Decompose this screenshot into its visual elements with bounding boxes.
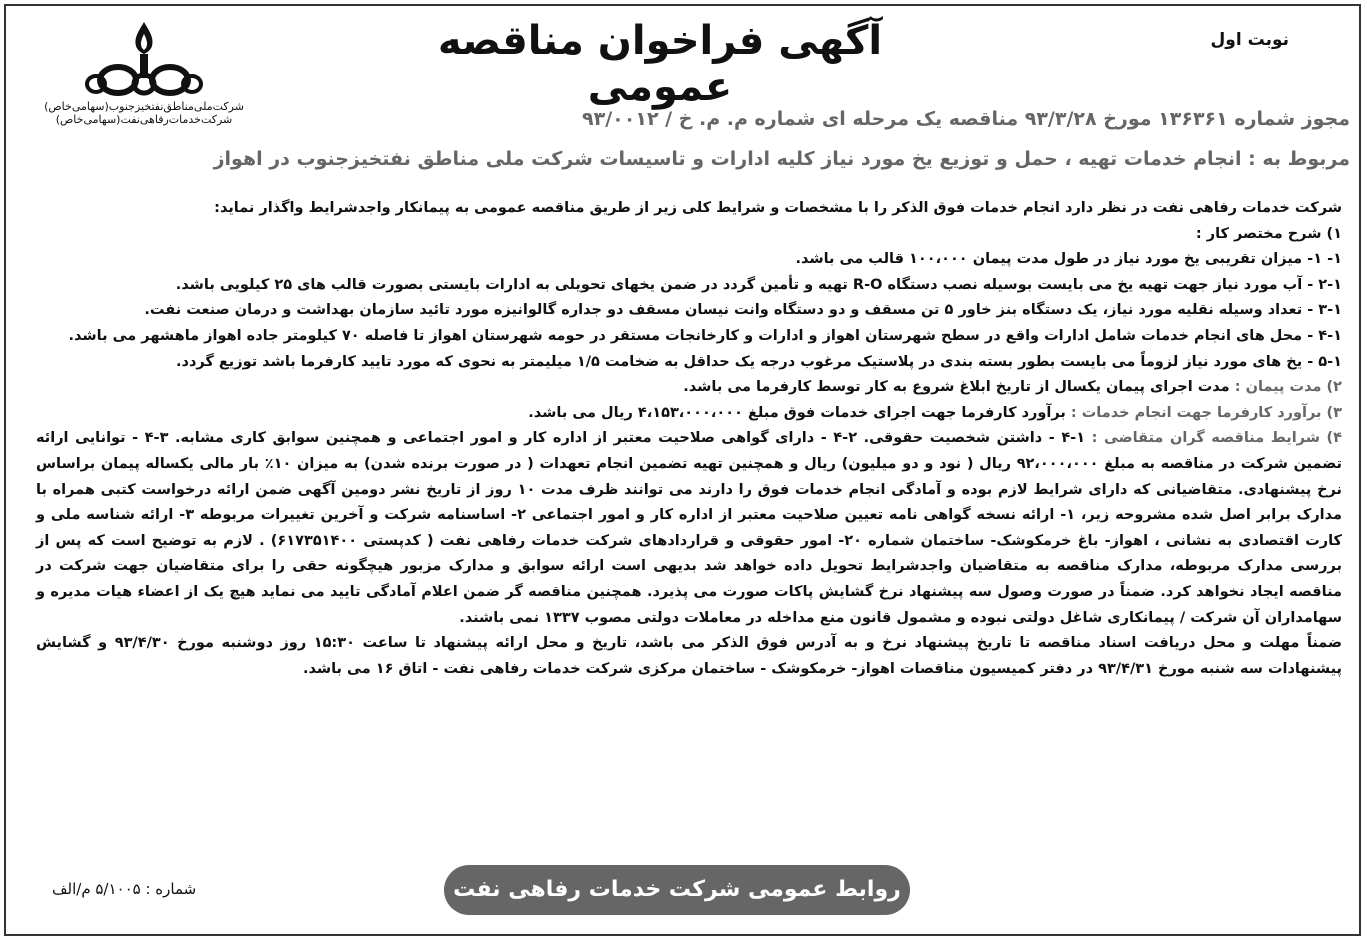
subject-line: مربوط به : انجام خدمات تهیه ، حمل و توزیع یخ مورد نیاز کلیه ادارات و تاسیسات شرکت ملی مناطق نفتخیزجنوب در اهواز: [213, 148, 1350, 170]
closing-paragraph: ضمناً مهلت و محل دریافت اسناد مناقصه تا تاریخ پیشنهاد نرخ و به آدرس فوق الذکر می باشد، تاریخ و محل ارائه پیشنهاد تا ساعت ۱۵:۳۰ روز دوشنبه مورخ ۹۳/۴/۳۰ و گشایش پیشنهادات سه شنبه مورخ ۹۳/۴/۳۱ در دفتر کمیسیون مناقصات اهواز- خرمکوشک - ساختمان مرکزی شرکت خدمات رفاهی نفت - اتاق ۱۶ می باشد.: [36, 635, 1343, 677]
flame-logo-icon: [84, 18, 204, 100]
section-2: [36, 375, 1342, 401]
company-logo: [24, 18, 264, 144]
intro-paragraph: شرکت خدمات رفاهی نفت در نظر دارد انجام خدمات فوق الذکر را با مشخصات و شرایط کلی زیر از طریق مناقصه عمومی به پیمانکار واجدشرایط واگذار نماید:: [214, 200, 1342, 216]
section-1-item-4: ۴-۱ - محل های انجام خدمات شامل ادارات واقع در سطح شهرستان اهواز و ادارات و کارخانجات مستقر در حومه شهرستان اهواز تا فاصله ۷۰ کیلومتر جاده اهواز ماهشهر می باشد.: [68, 327, 1342, 344]
permit-line: مجوز شماره ۱۳۶۳۶۱ مورخ ۹۳/۳/۲۸ مناقصه یک مرحله ای شماره م. م. خ / ۹۳/۰۰۱۲: [582, 108, 1350, 130]
section-1-item-2: ۲-۱ - آب مورد نیاز جهت تهیه یخ می بایست بوسیله نصب دستگاه R-O تهیه و تأمین گردد در ضمن یخهای تحویلی به ادارات بایستی بصورت قالب های ۲۵ کیلویی باشد.: [175, 276, 1342, 293]
section-3-label: ۳) برآورد کارفرما جهت انجام خدمات :: [1070, 404, 1342, 421]
round-label: نوبت اول: [1210, 30, 1289, 50]
section-1-item-1: ۱- ۱- میزان تقریبی یخ مورد نیاز در طول مدت پیمان ۱۰۰،۰۰۰ قالب می باشد.: [795, 251, 1342, 268]
public-relations-banner: روابط عمومی شرکت خدمات رفاهی نفت: [444, 865, 910, 915]
logo-caption-line1: شرکت‌ملی‌مناطق‌نفتخیزجنوب(سهامی‌خاص): [44, 100, 244, 113]
notice-title: آگهی فراخوان مناقصه عمومی: [437, 18, 883, 110]
logo-caption-line2: شرکت‌خدمات‌رفاهی‌نفت(سهامی‌خاص): [55, 113, 233, 126]
section-4-label: ۴) شرایط مناقصه گران متقاضی :: [1091, 430, 1342, 447]
section-1-heading: ۱) شرح مختصر کار :: [1195, 225, 1342, 242]
section-4-text: ۱-۴ - داشتن شخصیت حقوقی. ۲-۴ - دارای گواهی صلاحیت معتبر از اداره کار و امور اجتماعی و همچنین سوابق کاری مشابه. ۳-۴ - توانایی ارائه تضمین شرکت در مناقصه به مبلغ ۹۲،۰۰۰،۰۰۰ ریال ( نود و دو میلیون) ریال و همچنین تهیه تضمین انجام تعهدات ( در صورت برنده شدن) به میزان ۱۰٪ بار مالی یکساله پیمان براساس نرخ پیشنهادی. متقاضیانی که دارای شرایط لازم بوده و آمادگی انجام خدمات فوق را دارند می توانند ظرف مدت ۱۰ روز از تاریخ نشر دومین آگهی ضمن ارائه درخواست کتبی همراه با مدارک برابر اصل شده مشروحه زیر، ۱- ارائه نسخه گواهی نامه تعیین صلاحیت معتبر از اداره کار و امور اجتماعی ۲- اساسنامه شرکت و آخرین تغییرات مربوطه ۳- ارائه شناسه ملی و کارت اقتصادی به نشانی ، اهواز- باغ خرمکوشک- ساختمان شماره ۲۰- امور حقوقی و قراردادهای شرکت خدمات رفاهی نفت ( کدپستی ۶۱۷۳۵۱۴۰۰) . لازم به توضیح است که پس از بررسی مدارک مربوطه، مدارک مناقصه به متقاضیان واجدشرایط تحویل داده خواهد شد بدیهی است ارائه سوابق و مدارک مزبور هیچگونه حقی را برای متقاضیان جهت شرکت در مناقصه ایجاد نخواهد کرد. ضمناً در صورت وصول سه پیشنهاد نرخ گشایش پاکات صورت می پذیرد. همچنین مناقصه گر ضمن اعلام آمادگی تایید می نماید هیچ یک از اعضاء هیات مدیره و سهامداران آن شرکت / پیمانکاری شاغل دولتی نبوده و مشمول قانون منع مداخله در معاملات دولتی مصوب ۱۳۳۷ نمی باشند.: [36, 430, 1343, 626]
section-1-item-5: ۵-۱ - یخ های مورد نیاز لزوماً می بایست بطور بسته بندی در پلاستیک مرغوب درجه یک حداقل به ضخامت ۱/۵ میلیمتر به نحوی که مورد تایید کارفرما باشد توزیع گردد.: [176, 353, 1342, 370]
notice-number: شماره : ۵/۱۰۰۵ م/الف: [52, 880, 197, 898]
section-1-item-3: ۳-۱ - تعداد وسیله نقلیه مورد نیاز، یک دستگاه بنز خاور ۵ تن مسقف و دو دستگاه وانت نیسان مسقف دو جداره گالوانیزه مورد تائید سازمان بهداشت و درمان صنعت نفت.: [144, 302, 1342, 319]
section-4: [36, 426, 1342, 631]
notice-body: [36, 196, 1342, 682]
section-3-text: برآورد کارفرما جهت اجرای خدمات فوق مبلغ ۴،۱۵۳،۰۰۰،۰۰۰ ریال می باشد.: [528, 404, 1066, 421]
section-2-label: ۲) مدت پیمان :: [1234, 379, 1342, 396]
section-3: [36, 401, 1342, 427]
section-2-text: مدت اجرای پیمان یکسال از تاریخ ابلاغ شروع به کار توسط کارفرما می باشد.: [683, 379, 1230, 396]
